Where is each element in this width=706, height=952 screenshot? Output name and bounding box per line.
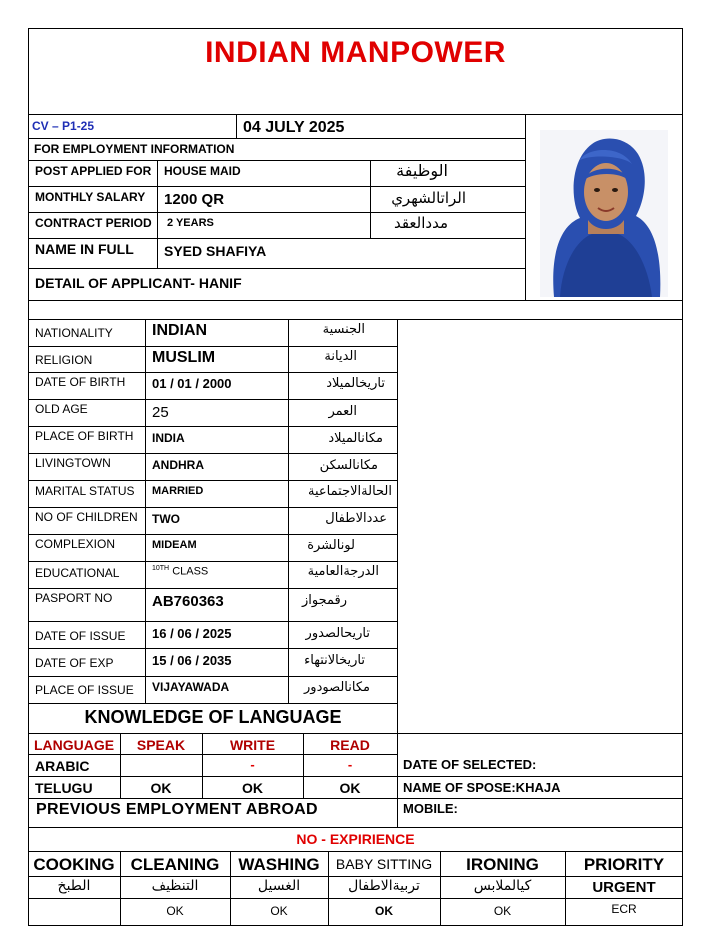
children-arabic: عددالاطفال <box>325 511 387 526</box>
skill-header-ironing: IRONING <box>466 855 539 874</box>
date-of-issue-value: 16 / 06 / 2025 <box>152 626 232 641</box>
place-of-birth-value: INDIA <box>152 431 185 445</box>
dob-arabic: تاريخالميلاد <box>326 376 385 391</box>
lang-header-speak: SPEAK <box>136 737 186 753</box>
place-of-birth-label: PLACE OF BIRTH <box>35 429 134 443</box>
complexion-label: COMPLEXION <box>35 537 116 551</box>
previous-employment-value: NO - EXPIRIENCE <box>296 831 415 847</box>
date-of-issue-label: DATE OF ISSUE <box>35 629 126 643</box>
lang-header-write: WRITE <box>229 737 276 753</box>
skill-header-priority: PRIORITY <box>583 855 665 874</box>
complexion-arabic: لونالشرة <box>307 538 355 553</box>
details-row-divider <box>28 534 398 535</box>
details-row-divider <box>28 453 398 454</box>
language-title: KNOWLEDGE OF LANGUAGE <box>84 707 342 727</box>
lang-header-read: READ <box>330 737 370 753</box>
skill-value-ironing: OK <box>493 904 512 918</box>
details-row-divider <box>28 399 398 400</box>
educational-arabic: الدرجةالعامية <box>307 564 379 579</box>
age-arabic: العمر <box>328 404 357 419</box>
children-label: NO OF CHILDREN <box>35 510 138 524</box>
applicant-photo <box>540 130 668 297</box>
skill-value-washing: OK <box>270 904 288 918</box>
religion-value: MUSLIM <box>152 349 216 366</box>
salary-label: MONTHLY SALARY <box>35 190 146 204</box>
skill-header-baby-sitting: BABY SITTING <box>335 856 433 872</box>
passport-value: AB760363 <box>152 593 224 610</box>
detail-of-applicant: DETAIL OF APPLICANT- HANIF <box>35 275 242 291</box>
post-label: POST APPLIED FOR <box>35 164 152 178</box>
place-of-issue-label: PLACE OF ISSUE <box>35 683 134 697</box>
details-row-divider <box>28 621 398 622</box>
skill-value-cleaning: OK <box>166 904 184 918</box>
lang-header-language: LANGUAGE <box>33 737 115 753</box>
marital-status-arabic: الحالةالاجتماعية <box>308 484 392 499</box>
place-of-issue-arabic: مكانالصودور <box>304 680 370 695</box>
livingtown-arabic: مكانالسكن <box>319 458 378 473</box>
priority-value: URGENT <box>592 879 656 896</box>
details-row-divider <box>28 346 398 347</box>
age-label: OLD AGE <box>35 402 88 416</box>
details-row-divider <box>28 426 398 427</box>
marital-status-label: MARITAL STATUS <box>35 484 135 498</box>
details-row-divider <box>28 588 398 589</box>
skill-header-cooking: COOKING <box>33 855 115 874</box>
blank-strip <box>28 300 683 320</box>
details-row-divider <box>28 507 398 508</box>
skill-header-cleaning: CLEANING <box>130 855 220 874</box>
skill-arabic-cooking: الطبخ <box>57 878 91 894</box>
nationality-label: NATIONALITY <box>35 326 113 340</box>
details-row-divider <box>28 676 398 677</box>
dob-value: 01 / 01 / 2000 <box>152 376 232 391</box>
livingtown-value: ANDHRA <box>152 458 204 472</box>
skill-arabic-baby-sitting: تربيةالاطفال <box>348 878 420 894</box>
section-title: FOR EMPLOYMENT INFORMATION <box>34 142 235 156</box>
skill-header-washing: WASHING <box>238 855 320 874</box>
lang-telugu-write: OK <box>242 780 263 796</box>
cv-number: CV – P1-25 <box>32 119 95 133</box>
nationality-arabic: الجنسية <box>322 322 365 337</box>
lang-telugu-speak: OK <box>150 780 172 796</box>
lang-arabic-write: - <box>250 757 255 772</box>
children-value: TWO <box>152 512 180 526</box>
age-value: 25 <box>152 404 169 421</box>
date-of-selected: DATE OF SELECTED: <box>403 757 537 772</box>
previous-employment-title: PREVIOUS EMPLOYMENT ABROAD <box>36 801 318 818</box>
details-row-divider <box>28 648 398 649</box>
lang-telugu: TELUGU <box>35 780 93 796</box>
date-of-exp-label: DATE OF EXP <box>35 656 114 670</box>
skill-arabic-cleaning: التنظيف <box>151 878 199 894</box>
post-arabic: الوظيفة <box>396 161 448 180</box>
dob-label: DATE OF BIRTH <box>35 375 126 389</box>
educational-label: EDUCATIONAL <box>35 566 120 580</box>
details-row-divider <box>28 480 398 481</box>
nationality-value: INDIAN <box>152 322 208 339</box>
complexion-value: MIDEAM <box>152 539 197 551</box>
religion-arabic: الديانة <box>324 349 357 364</box>
details-row-divider <box>28 561 398 562</box>
date-of-exp-value: 15 / 06 / 2035 <box>152 653 232 668</box>
skill-arabic-washing: الغسيل <box>257 878 301 894</box>
cv-date: 04 JULY 2025 <box>243 119 345 136</box>
name-value: SYED SHAFIYA <box>164 243 267 259</box>
salary-arabic: الراتالشهري <box>391 189 466 207</box>
contract-label: CONTRACT PERIOD <box>35 216 152 230</box>
date-of-exp-arabic: تاريخالانتهاء <box>304 653 365 668</box>
skill-value-baby-sitting: OK <box>375 904 393 918</box>
religion-label: RELIGION <box>35 353 93 367</box>
place-of-birth-arabic: مكانالميلاد <box>328 431 383 446</box>
details-row-divider <box>28 372 398 373</box>
name-label: NAME IN FULL <box>35 241 134 257</box>
contract-value: 2 YEARS <box>167 217 214 229</box>
date-of-issue-arabic: تاريحالصدور <box>305 626 370 641</box>
passport-arabic: رقمجواز <box>301 593 347 608</box>
livingtown-label: LIVINGTOWN <box>35 456 111 470</box>
marital-status-value: MARRIED <box>152 485 204 497</box>
place-of-issue-value: VIJAYAWADA <box>152 680 230 694</box>
educational-value: CLASS <box>172 565 209 578</box>
educational-sup: 10TH <box>152 565 170 572</box>
educational-value-wrap <box>152 565 208 578</box>
lang-arabic-read: - <box>347 757 353 772</box>
spouse-name: NAME OF SPOSE:KHAJA <box>403 780 561 795</box>
lang-arabic: ARABIC <box>35 758 90 774</box>
mobile-label: MOBILE: <box>403 801 458 816</box>
page-title: INDIAN MANPOWER <box>205 36 506 69</box>
passport-label: PASPORT NO <box>35 591 113 605</box>
contract-arabic: مددالعقد <box>393 214 448 232</box>
lang-telugu-read: OK <box>339 780 361 796</box>
salary-value: 1200 QR <box>164 191 225 208</box>
skill-arabic-ironing: كيالملابس <box>473 878 532 894</box>
post-value: HOUSE MAID <box>164 164 241 178</box>
skill-value-priority: ECR <box>611 902 637 916</box>
